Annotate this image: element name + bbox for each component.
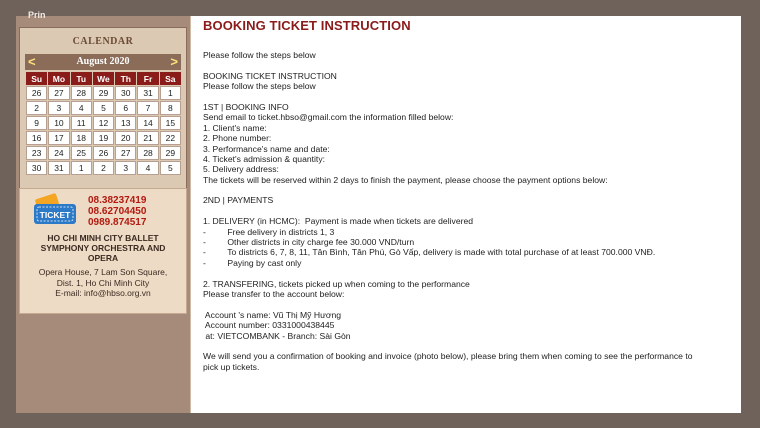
phone-number[interactable]: 08.38237419 xyxy=(88,195,147,206)
page-title: BOOKING TICKET INSTRUCTION xyxy=(203,18,411,33)
instruction-line: Account number: 0331000438445 xyxy=(203,320,335,331)
calendar-day[interactable]: 6 xyxy=(115,101,136,115)
instruction-line: 5. Delivery address: xyxy=(203,164,279,175)
calendar-week-row xyxy=(26,116,181,130)
calendar-day[interactable]: 24 xyxy=(48,146,69,160)
calendar-day[interactable]: 27 xyxy=(115,146,136,160)
calendar-day[interactable]: 17 xyxy=(48,131,69,145)
instruction-line: - Free delivery in districts 1, 3 xyxy=(203,226,335,237)
calendar-week-row xyxy=(26,146,181,160)
calendar-day[interactable]: 3 xyxy=(115,161,136,175)
calendar-day[interactable]: 4 xyxy=(71,101,92,115)
next-month-button[interactable]: > xyxy=(170,54,178,69)
organization-name xyxy=(20,233,186,263)
calendar-day[interactable]: 28 xyxy=(71,86,92,100)
instruction-line: 1. DELIVERY (in HCMC): Payment is made when tickets are delivered xyxy=(203,216,474,227)
address-line: Opera House, 7 Lam Son Square, xyxy=(38,267,168,277)
calendar-month-header xyxy=(25,54,181,70)
calendar-day[interactable]: 22 xyxy=(160,131,181,145)
address-line: Dist. 1, Ho Chi Minh City xyxy=(56,277,150,288)
calendar-week-row xyxy=(26,101,181,115)
instruction-line: at: VIETCOMBANK - Branch: Sài Gòn xyxy=(203,330,351,341)
calendar-day[interactable]: 1 xyxy=(71,161,92,175)
instruction-line: - To districts 6, 7, 8, 11, Tân Bình, Tân Phú, Gò Vấp, delivery is made with total purchase of at least 700.000 VNĐ. xyxy=(203,247,656,258)
calendar-day[interactable]: 12 xyxy=(93,116,114,130)
calendar-day[interactable]: 15 xyxy=(160,116,181,130)
calendar-day[interactable]: 8 xyxy=(160,101,181,115)
instruction-line: 3. Performance's name and date: xyxy=(203,143,330,154)
weekday-header: Fr xyxy=(137,72,158,85)
calendar-day[interactable]: 21 xyxy=(137,131,158,145)
weekday-header: Mo xyxy=(48,72,69,85)
calendar-day[interactable]: 5 xyxy=(93,101,114,115)
instruction-line: 4. Ticket's admission & quantity: xyxy=(203,153,326,164)
ticket-icon xyxy=(30,194,80,230)
calendar-day[interactable]: 30 xyxy=(26,161,47,175)
calendar-day[interactable]: 10 xyxy=(48,116,69,130)
calendar-day[interactable]: 31 xyxy=(137,86,158,100)
instruction-line: 1. Client's name: xyxy=(203,122,267,133)
org-name-line: SYMPHONY ORCHESTRA AND xyxy=(40,243,166,253)
instruction-body xyxy=(203,50,735,372)
calendar-month-label: August 2020 xyxy=(76,56,130,67)
sidebar-top-label: Prin xyxy=(28,10,46,20)
phone-number[interactable]: 0989.874517 xyxy=(88,217,147,228)
weekday-header: Th xyxy=(115,72,136,85)
weekday-header: Tu xyxy=(71,72,92,85)
calendar-day[interactable]: 3 xyxy=(48,101,69,115)
org-name-line: OPERA xyxy=(87,253,119,263)
calendar-day[interactable]: 26 xyxy=(93,146,114,160)
phone-list xyxy=(88,195,146,228)
instruction-line: Account 's name: Vũ Thị Mỹ Hương xyxy=(203,309,342,320)
instruction-line: Send email to ticket.hbso@gmail.com the information filled below: xyxy=(203,112,454,123)
weekday-header: Sa xyxy=(160,72,181,85)
calendar-day[interactable]: 29 xyxy=(160,146,181,160)
calendar-week-row xyxy=(26,161,181,175)
calendar-day[interactable]: 19 xyxy=(93,131,114,145)
prev-month-button[interactable]: < xyxy=(28,54,36,69)
calendar-weekday-row xyxy=(26,72,181,85)
calendar-day[interactable]: 31 xyxy=(48,161,69,175)
instruction-line: Please transfer to the account below: xyxy=(203,288,345,299)
calendar-day[interactable]: 16 xyxy=(26,131,47,145)
calendar-day[interactable]: 28 xyxy=(137,146,158,160)
intro-text: Please follow the steps below xyxy=(203,50,316,60)
calendar-day[interactable]: 9 xyxy=(26,116,47,130)
calendar-week-row xyxy=(26,131,181,145)
calendar-day[interactable]: 27 xyxy=(48,86,69,100)
calendar-day[interactable]: 1 xyxy=(160,86,181,100)
contact-box xyxy=(19,188,187,314)
instruction-line: pick up tickets. xyxy=(203,361,260,372)
phone-number[interactable]: 08.62704450 xyxy=(88,206,147,217)
calendar-day[interactable]: 18 xyxy=(71,131,92,145)
calendar-day[interactable]: 5 xyxy=(160,161,181,175)
sidebar xyxy=(16,10,190,413)
calendar-day[interactable]: 29 xyxy=(93,86,114,100)
instruction-line: 2. TRANSFERING, tickets picked up when coming to the performance xyxy=(203,278,470,289)
main-content xyxy=(190,16,741,413)
organization-address xyxy=(20,267,186,299)
calendar-day[interactable]: 26 xyxy=(26,86,47,100)
instruction-line: We will send you a confirmation of booking and invoice (photo below), please bring them when coming to see the performance to xyxy=(203,351,693,362)
calendar-day[interactable]: 14 xyxy=(137,116,158,130)
calendar-widget xyxy=(19,27,187,193)
calendar-day[interactable]: 2 xyxy=(93,161,114,175)
calendar-day[interactable]: 7 xyxy=(137,101,158,115)
instruction-line: Please follow the steps below xyxy=(203,81,316,92)
calendar-day[interactable]: 30 xyxy=(115,86,136,100)
instruction-line: - Paying by cast only xyxy=(203,257,302,268)
instruction-line: 1ST | BOOKING INFO xyxy=(203,101,289,112)
instruction-line: - Other districts in city charge fee 30.000 VND/turn xyxy=(203,237,415,248)
org-name-line: HO CHI MINH CITY BALLET xyxy=(47,233,159,243)
instruction-line: The tickets will be reserved within 2 days to finish the payment, please choose the payment options below: xyxy=(203,174,608,185)
calendar-day[interactable]: 13 xyxy=(115,116,136,130)
calendar-day[interactable]: 4 xyxy=(137,161,158,175)
instruction-line: BOOKING TICKET INSTRUCTION xyxy=(203,70,337,81)
instruction-line: 2ND | PAYMENTS xyxy=(203,195,274,206)
calendar-day[interactable]: 20 xyxy=(115,131,136,145)
page-frame xyxy=(16,10,741,413)
email-link[interactable]: E-mail: info@hbso.org.vn xyxy=(55,288,151,298)
calendar-day[interactable]: 25 xyxy=(71,146,92,160)
calendar-day[interactable]: 2 xyxy=(26,101,47,115)
instruction-line: 2. Phone number: xyxy=(203,133,272,144)
calendar-grid xyxy=(25,71,182,176)
weekday-header: Su xyxy=(26,72,47,85)
calendar-title: CALENDAR xyxy=(72,36,134,47)
ticket-logo-label: TICKET xyxy=(39,210,71,220)
weekday-header: We xyxy=(93,72,114,85)
calendar-day[interactable]: 23 xyxy=(26,146,47,160)
calendar-week-row xyxy=(26,86,181,100)
calendar-day[interactable]: 11 xyxy=(71,116,92,130)
